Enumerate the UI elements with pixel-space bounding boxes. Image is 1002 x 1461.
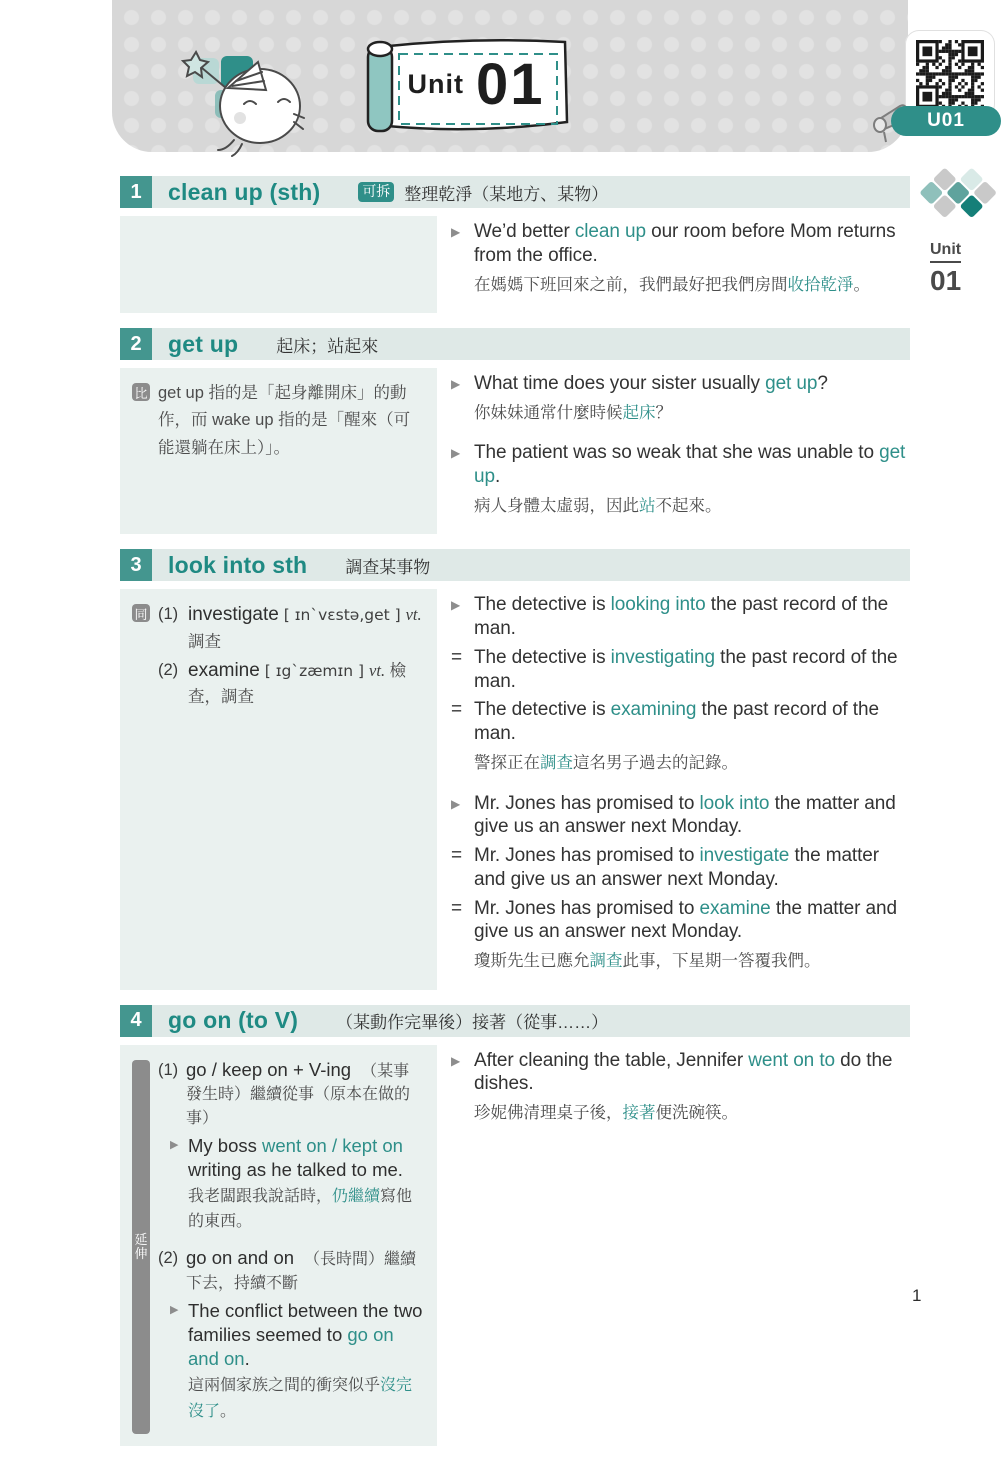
highlighted-phrase: investigating (610, 646, 715, 668)
synonym-word: investigate (188, 604, 279, 626)
text-run: We’d better (474, 221, 575, 242)
highlighted-phrase: 沒完沒了 (188, 1377, 413, 1420)
unit-side-tab (920, 172, 1000, 297)
highlighted-phrase: look into (699, 792, 770, 814)
text-run: 這名男子過去的記錄。 (573, 753, 738, 772)
chinese-gloss: 檢查，調查 (188, 661, 407, 707)
chinese-gloss: 調查 (188, 632, 221, 651)
example-sentence-en (170, 1299, 425, 1371)
example-sentence-en (451, 441, 910, 489)
phrase-section (120, 549, 910, 989)
bullet-triangle-icon: ▶ (170, 1138, 179, 1151)
bullet-triangle-icon: ▶ (451, 1053, 461, 1068)
highlighted-phrase: 站 (639, 496, 656, 515)
separable-tag: 可拆 (358, 182, 394, 201)
example-sentence-en (451, 698, 910, 746)
highlighted-phrase: examine (699, 897, 771, 919)
unit-title-scroll (355, 34, 573, 142)
note-badge (132, 1060, 150, 1435)
highlighted-phrase: 調查 (540, 753, 573, 772)
note-content (158, 601, 425, 977)
highlighted-phrase: went on to (748, 1049, 835, 1071)
text-run: 珍妮佛清理桌子後， (474, 1104, 623, 1123)
section-definition: 起床；站起來 (276, 336, 379, 356)
part-of-speech: vt. (405, 605, 422, 625)
equals-prefix: = (451, 646, 462, 668)
phrase-sections (120, 176, 910, 1461)
qr-code (916, 40, 984, 108)
entry-number: (2) (158, 1249, 179, 1268)
bullet-triangle-icon: ▶ (451, 796, 461, 811)
text-run: Mr. Jones has promised to (474, 845, 700, 866)
text-run: 在媽媽下班回來之前，我們最好把我們房間 (474, 275, 788, 294)
synonym-entry (158, 657, 425, 710)
text-run: the past record of the man. (474, 594, 889, 640)
phonetic-transcription: [ ɪgˋzæmɪn ] (259, 661, 370, 680)
equals-prefix: = (451, 845, 462, 866)
section-definition: 調查某事物 (345, 557, 431, 577)
note-content (158, 1057, 425, 1435)
pattern-text: go / keep on + V-ing (186, 1058, 352, 1080)
text-run: the past record of the man. (474, 699, 879, 745)
page-number: 1 (912, 1286, 922, 1305)
highlighted-phrase: 接著 (622, 1104, 656, 1123)
text-run: After cleaning the table, Jennifer (474, 1049, 749, 1071)
section-body (120, 368, 910, 534)
example-group (451, 441, 910, 519)
example-translation-zh (451, 751, 910, 777)
text-run: do the dishes. (474, 1049, 893, 1095)
section-phrase: clean up (sth) (168, 178, 321, 205)
example-sentence-en (451, 1049, 910, 1097)
extension-entry (158, 1245, 425, 1295)
example-sentence-en (451, 844, 910, 892)
highlighted-phrase: get up (474, 442, 906, 488)
example-sentence-en (451, 792, 910, 840)
example-group (451, 1049, 910, 1127)
highlighted-phrase: clean up (574, 221, 646, 242)
example-translation-zh (188, 1373, 425, 1424)
text-run: Mr. Jones has promised to (474, 792, 700, 814)
example-translation-zh (451, 273, 910, 299)
synonym-word: examine (188, 659, 260, 681)
example-sentence-en (451, 372, 910, 396)
highlighted-phrase: 起床 (622, 403, 656, 422)
example-sentence-en (170, 1134, 425, 1182)
text-run: the matter and give us an answer next Monday. (474, 897, 897, 943)
section-number: 2 (120, 328, 152, 360)
section-body (120, 1045, 910, 1447)
extension-entry (158, 1057, 425, 1130)
pattern-text: go on and on (186, 1247, 295, 1269)
section-body (120, 216, 910, 313)
example-translation-zh (451, 1101, 910, 1127)
notes-column (120, 589, 437, 989)
text-run: 我老闆跟我說話時， (188, 1187, 333, 1205)
text-run: The conflict between the two families seemed to (188, 1300, 423, 1346)
qr-track-label: U01 (891, 106, 1001, 136)
highlighted-phrase: 調查 (589, 952, 623, 970)
pattern-gloss: （某事發生時）繼續從事（原本在做的事） (186, 1062, 411, 1127)
pattern-gloss: （長時間）繼續下去，持續不斷 (186, 1251, 417, 1292)
examples-column (437, 1045, 910, 1447)
example-translation-zh (188, 1184, 425, 1235)
example-group (451, 792, 910, 975)
entry-number: (1) (158, 1060, 179, 1079)
text-run: . (494, 466, 501, 488)
section-header (120, 549, 910, 581)
section-definition: 整理乾淨（某地方、某物） (404, 184, 609, 204)
example-group (451, 372, 910, 426)
bullet-triangle-icon: ▶ (451, 598, 461, 613)
text-run: 此事，下星期一答覆我們。 (622, 952, 821, 970)
text-run: 病人身體太虛弱，因此 (474, 496, 639, 515)
text-run: our room before Mom returns from the office. (474, 221, 896, 266)
text-run: 不起來。 (655, 496, 722, 515)
notes-column (120, 368, 437, 534)
top-banner (112, 0, 965, 152)
unit-number: 01 (475, 51, 545, 117)
part-of-speech: vt. (369, 660, 386, 680)
entry-number: (2) (158, 660, 179, 679)
note-badge: 同 (132, 604, 150, 622)
text-run: 警探正在 (474, 753, 540, 772)
highlighted-phrase: investigate (699, 845, 790, 866)
highlighted-phrase: get up (765, 373, 818, 395)
section-number: 3 (120, 549, 152, 581)
phrase-section (120, 1005, 910, 1447)
section-phrase: look into sth (168, 551, 308, 578)
highlighted-phrase: went on / kept on (262, 1134, 403, 1156)
text-run: 這兩個家族之間的衝突似乎 (188, 1377, 381, 1395)
text-run: 寫他的東西。 (188, 1187, 413, 1231)
note-content (158, 380, 425, 522)
text-run: Mr. Jones has promised to (474, 897, 700, 919)
section-number: 4 (120, 1005, 152, 1037)
examples-column (437, 216, 910, 313)
highlighted-phrase: 仍繼續 (332, 1187, 381, 1205)
example-group (451, 220, 910, 298)
notes-column (120, 1045, 437, 1447)
badge-char: 延 (134, 1232, 148, 1248)
text-run: the matter and give us an answer next Monday. (474, 792, 896, 838)
text-run: ? (817, 373, 828, 395)
section-phrase: get up (168, 330, 239, 357)
phrase-section (120, 176, 910, 313)
text-run: 瓊斯先生已應允 (474, 952, 590, 970)
example-sentence-en (451, 220, 910, 268)
text-run: 。 (853, 275, 870, 294)
synonym-entry (158, 601, 425, 654)
text-run: get up 指的是「起身離開床」的動作，而 wake up 指的是「醒來（可能還躺在床上）」。 (158, 384, 411, 457)
section-phrase: go on (to V) (168, 1007, 299, 1034)
highlighted-phrase: examining (610, 699, 697, 721)
section-header (120, 176, 910, 208)
text-run: 你妹妹通常什麼時候 (474, 403, 623, 422)
section-header (120, 1005, 910, 1037)
text-run: 便洗碗筷。 (655, 1104, 738, 1123)
diamond-cluster (920, 172, 1002, 232)
unit-label: Unit (407, 68, 464, 99)
qr-card (905, 30, 995, 118)
phonetic-transcription: [ ɪnˋvɛstə,get ] (278, 606, 406, 625)
example-sentence-en (451, 593, 910, 641)
example-group (451, 593, 910, 776)
text-run: What time does your sister usually (474, 373, 766, 395)
section-number: 1 (120, 176, 152, 208)
example-sentence-en (451, 897, 910, 945)
bullet-triangle-icon: ▶ (170, 1304, 179, 1317)
text-run: . (244, 1348, 250, 1370)
entry-number: (1) (158, 605, 179, 624)
equals-prefix: = (451, 897, 462, 919)
bullet-triangle-icon: ▶ (451, 225, 461, 239)
text-run: The patient was so weak that she was unable to (474, 442, 880, 464)
note-badge: 比 (132, 383, 150, 401)
bullet-triangle-icon: ▶ (451, 446, 461, 461)
text-run: the matter and give us an answer next Monday. (474, 845, 879, 890)
side-unit-number: 01 (930, 265, 962, 296)
section-body (120, 589, 910, 989)
section-header (120, 328, 910, 360)
highlighted-phrase: 收拾乾淨 (787, 275, 854, 294)
example-sentence-en (451, 646, 910, 694)
example-translation-zh (451, 494, 910, 520)
phrase-section (120, 328, 910, 534)
text-run: the past record of the man. (474, 646, 898, 692)
section-definition: （某動作完畢後）接著（從事……） (336, 1013, 609, 1033)
text-run: The detective is (474, 594, 611, 616)
examples-column (437, 368, 910, 534)
usage-note (158, 380, 425, 462)
equals-prefix: = (451, 699, 462, 721)
highlighted-phrase: looking into (610, 594, 706, 616)
notes-column (120, 216, 437, 313)
highlighted-phrase: go on and on (188, 1324, 394, 1370)
mascot-illustration (182, 44, 322, 156)
badge-char: 伸 (134, 1245, 148, 1261)
example-translation-zh (451, 401, 910, 427)
text-run: writing as he talked to me. (188, 1158, 403, 1180)
text-run: The detective is (474, 646, 611, 668)
bullet-triangle-icon: ▶ (451, 377, 461, 392)
text-run: ？ (655, 403, 672, 422)
text-run: My boss (188, 1134, 263, 1156)
text-run: 。 (220, 1402, 237, 1420)
example-translation-zh (451, 949, 910, 975)
side-unit-label: Unit (930, 241, 961, 263)
examples-column (437, 589, 910, 989)
text-run: The detective is (474, 699, 611, 721)
